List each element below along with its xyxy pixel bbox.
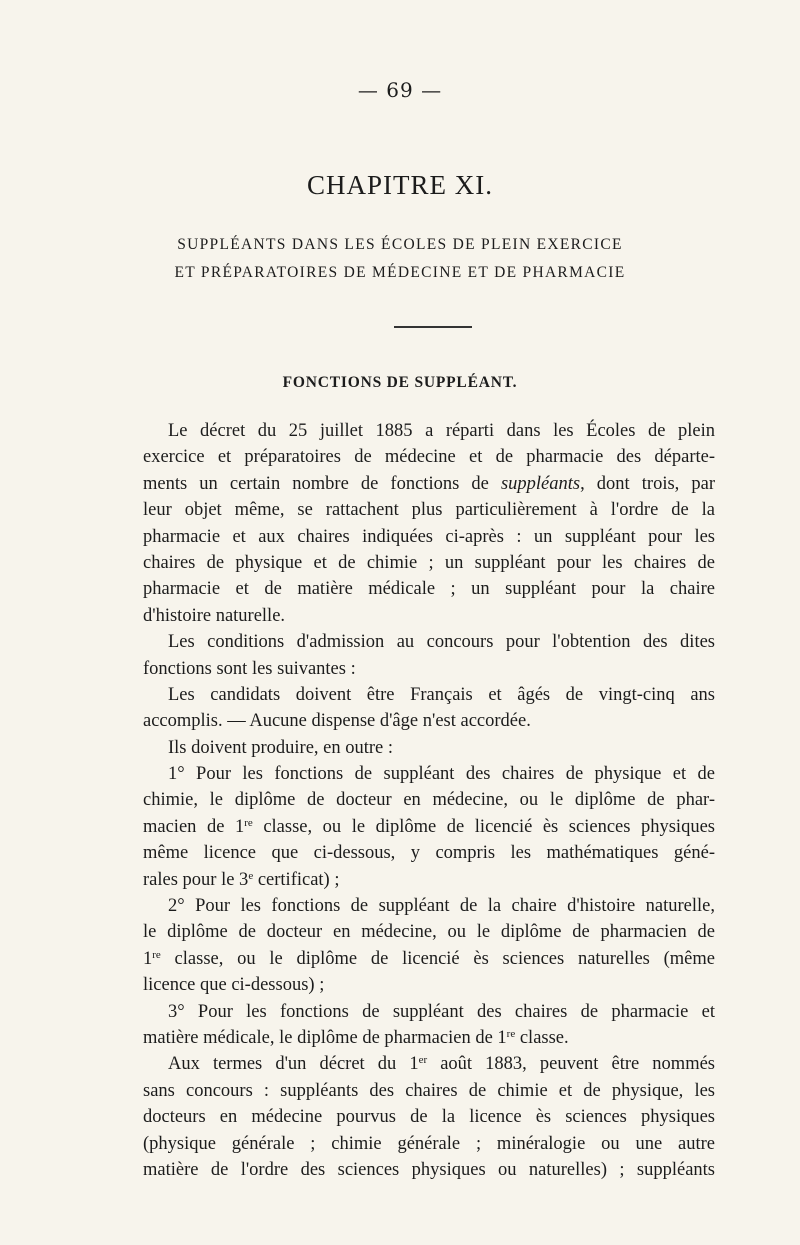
text-line: (physique générale ; chimie générale ; minéralogie ou une autre [143,1133,715,1154]
text-line: Aux termes d'un décret du 1er août 1883, peuvent être nommés [168,1054,715,1075]
chapter-subtitle-line-2: ET PRÉPARATOIRES DE MÉDECINE ET DE PHARMACIE [174,264,626,281]
text-line: le diplôme de docteur en médecine, ou le diplôme de pharmacien de [143,922,715,943]
text-line: matière médicale, le diplôme de pharmacien de 1re classe. [143,1027,569,1048]
section-title: FONCTIONS DE SUPPLÉANT. [282,374,518,391]
text-line: docteurs en médecine pourvus de la licence ès sciences physiques [143,1107,715,1128]
text-line: ments un certain nombre de fonctions de suppléants, dont trois, par [143,473,715,494]
text-line: sans concours : suppléants des chaires de chimie et de physique, les [143,1080,715,1101]
text-line: Les conditions d'admission au concours pour l'obtention des dites [168,632,715,653]
text-line: Le décret du 25 juillet 1885 a réparti dans les Écoles de plein [168,421,715,441]
text-line: 1° Pour les fonctions de suppléant des chaires de physique et de [168,764,715,785]
text-line: pharmacie et de matière médicale ; un suppléant pour la chaire [143,579,715,600]
text-line: chimie, le diplôme de docteur en médecine, ou le diplôme de phar- [143,790,715,811]
text-line: exercice et préparatoires de médecine et de pharmacie des départe- [143,447,715,468]
text-line: chaires de physique et de chimie ; un suppléant pour les chaires de [143,552,715,573]
text-line: 2° Pour les fonctions de suppléant de la chaire d'histoire naturelle, [168,896,715,917]
text-line: rales pour le 3e certificat) ; [143,869,340,890]
text-line: 3° Pour les fonctions de suppléant des chaires de pharmacie et [168,1001,715,1022]
body-text [143,418,715,1183]
emphasis-term: suppléants [500,473,581,494]
text-line: Ils doivent produire, en outre : [168,737,394,758]
text-line: accomplis. — Aucune dispense d'âge n'est accordée. [143,711,531,732]
text-line: fonctions sont les suivantes : [143,658,356,679]
text-line: leur objet même, se rattachent plus particulièrement à l'ordre de la [143,500,715,521]
page-number: — 69 — [357,78,443,102]
text-line: macien de 1re classe, ou le diplôme de licencié ès sciences physiques [143,816,715,837]
section-divider [394,326,472,328]
text-line: même licence que ci-dessous, y compris les mathématiques géné- [143,843,715,864]
text-line: pharmacie et aux chaires indiquées ci-après : un suppléant pour les [143,526,715,547]
text-line: d'histoire naturelle. [143,605,286,626]
chapter-subtitle-line-1: SUPPLÉANTS DANS LES ÉCOLES DE PLEIN EXERCICE [177,236,623,253]
chapter-title: CHAPITRE XI. [307,170,493,200]
text-line: matière de l'ordre des sciences physiques ou naturelles) ; suppléants [143,1159,715,1180]
text-line: licence que ci-dessous) ; [143,975,325,996]
text-line: Les candidats doivent être Français et âgés de vingt-cinq ans [168,684,715,705]
text-line: 1re classe, ou le diplôme de licencié ès sciences naturelles (même [143,948,715,969]
